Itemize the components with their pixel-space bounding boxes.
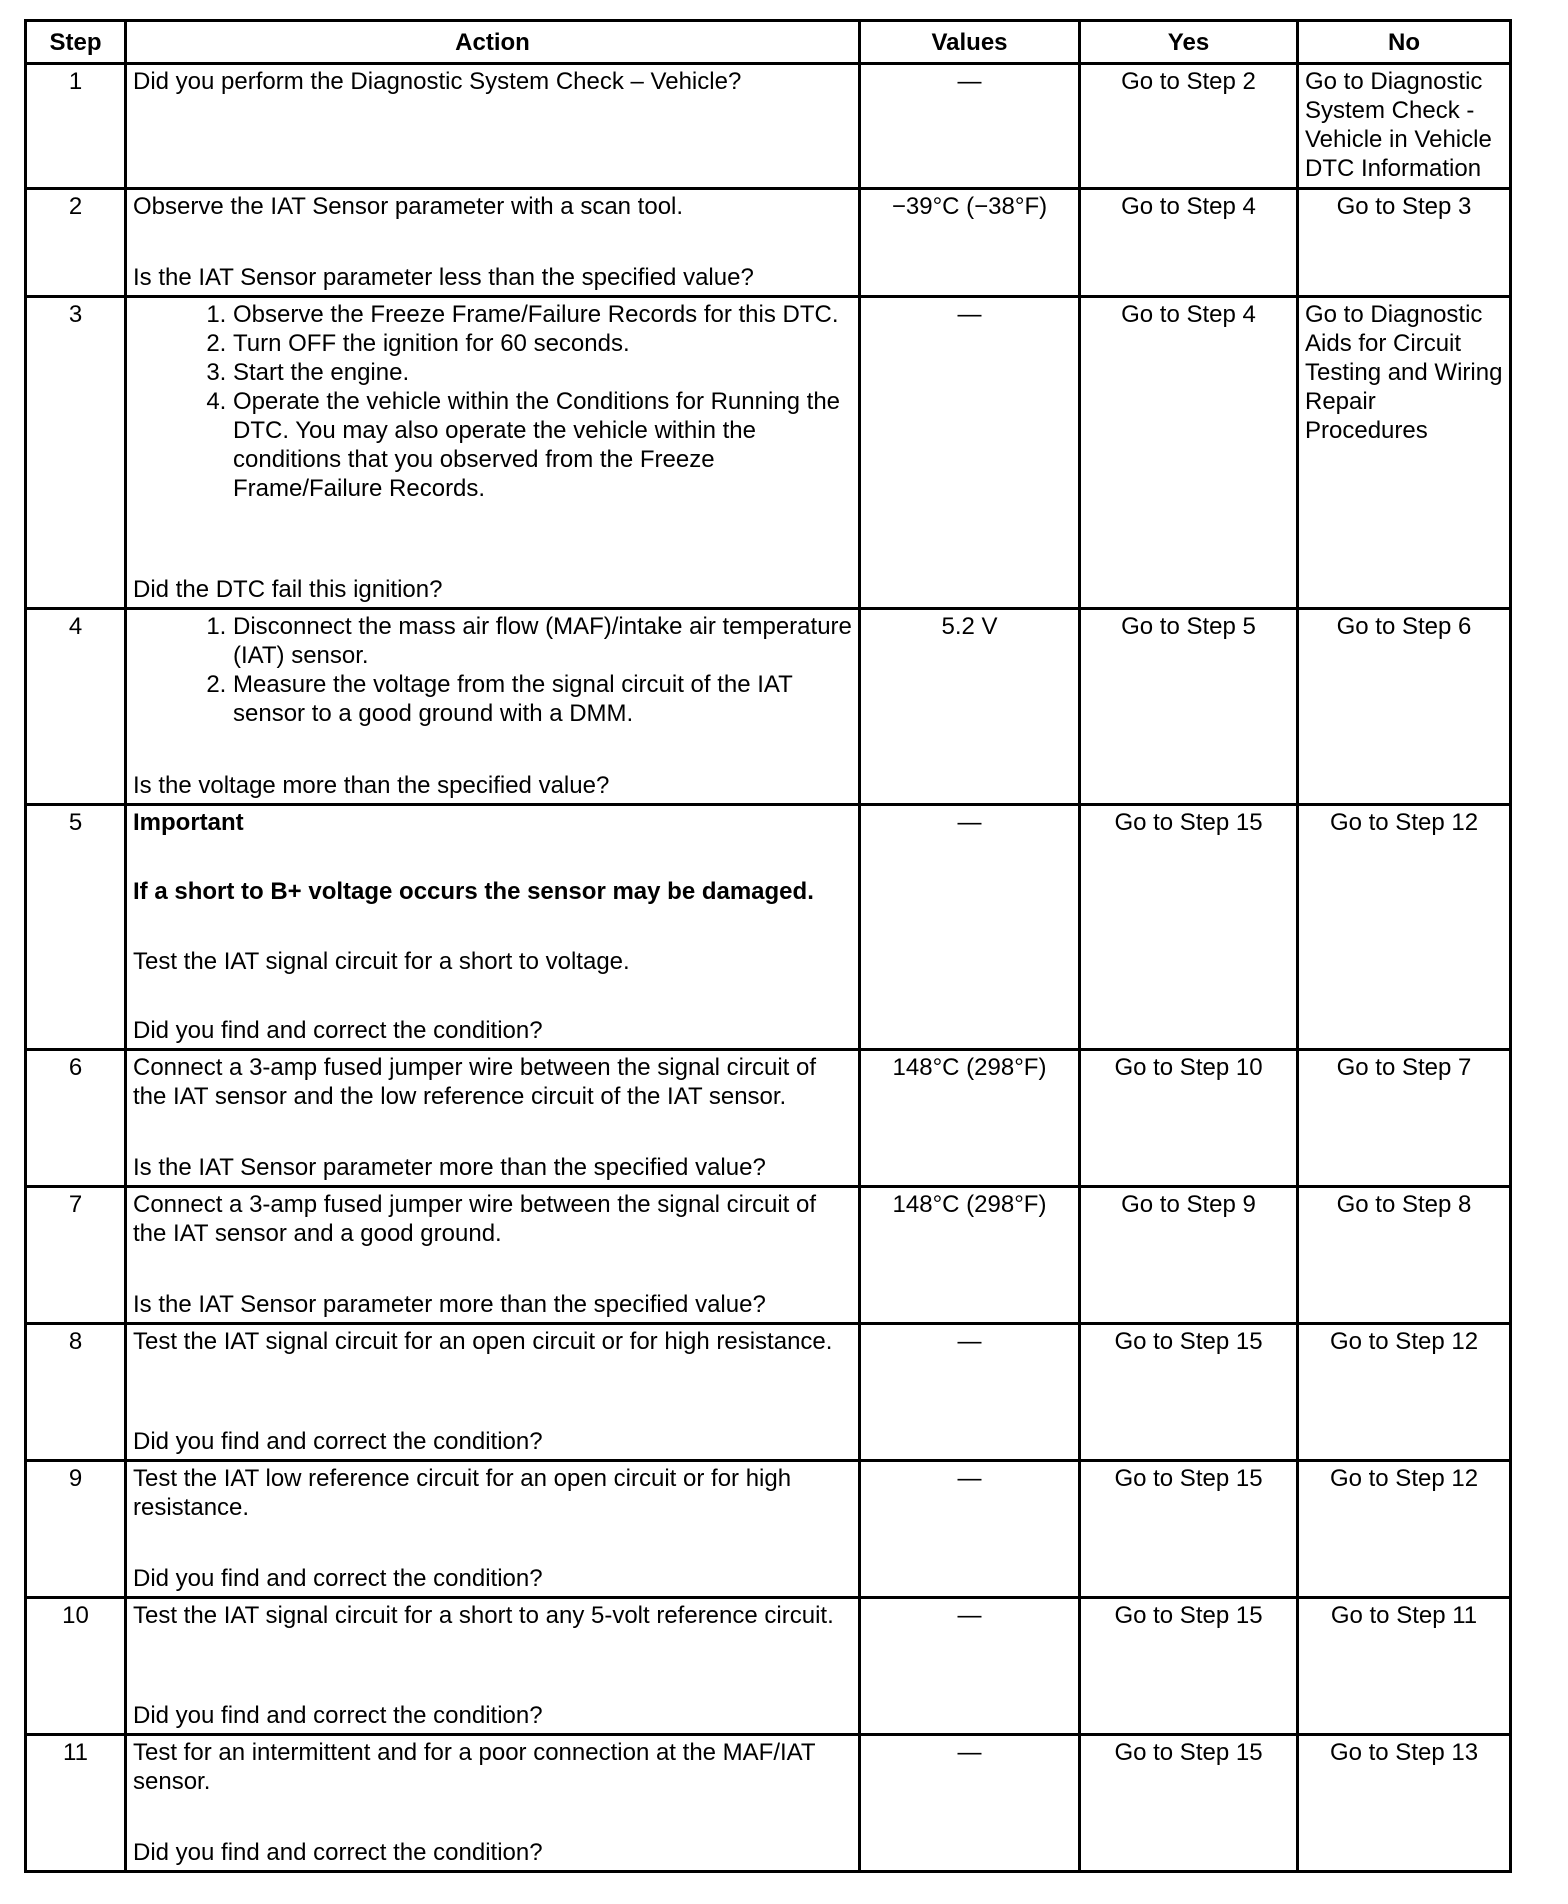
action-text: Observe the IAT Sensor parameter with a scan tool. — [133, 193, 684, 220]
step-number: 8 — [26, 1324, 126, 1461]
value-cell: — — [860, 1598, 1080, 1735]
table-row — [26, 1598, 1511, 1735]
yes-cell: Go to Step 2 — [1080, 64, 1298, 189]
no-cell: Go to Step 11 — [1298, 1598, 1511, 1735]
action-cell — [126, 1324, 860, 1461]
action-cell — [126, 1598, 860, 1735]
header-yes: Yes — [1080, 21, 1298, 64]
value-cell: 5.2 V — [860, 609, 1080, 805]
step-number: 7 — [26, 1187, 126, 1324]
action-question: Did you find and correct the condition? — [133, 1839, 543, 1866]
action-text: Connect a 3-amp fused jumper wire between the signal circuit of the IAT sensor and the low reference circuit of the IAT sensor. — [133, 1054, 817, 1110]
action-text: Test the IAT signal circuit for an open circuit or for high resistance. — [133, 1328, 833, 1355]
action-step-list — [133, 300, 852, 503]
action-cell — [126, 1461, 860, 1598]
no-cell: Go to Step 8 — [1298, 1187, 1511, 1324]
action-step-list — [133, 612, 852, 728]
yes-cell: Go to Step 15 — [1080, 805, 1298, 1050]
header-row — [26, 21, 1511, 64]
table-row — [26, 189, 1511, 297]
step-number: 2 — [26, 189, 126, 297]
action-question: Did you find and correct the condition? — [133, 1702, 543, 1729]
table-row — [26, 1461, 1511, 1598]
no-cell: Go to Diagnostic System Check - Vehicle in Vehicle DTC Information — [1298, 64, 1511, 189]
action-text: Test the IAT signal circuit for a short to voltage. — [133, 947, 630, 975]
step-number: 5 — [26, 805, 126, 1050]
no-cell: Go to Diagnostic Aids for Circuit Testing and Wiring Repair Procedures — [1298, 297, 1511, 609]
value-cell: — — [860, 297, 1080, 609]
action-cell — [126, 609, 860, 805]
action-question: Did you find and correct the condition? — [133, 1428, 543, 1455]
action-question: Is the IAT Sensor parameter less than the specified value? — [133, 264, 754, 291]
action-cell — [126, 1735, 860, 1872]
header-no: No — [1298, 21, 1511, 64]
value-cell: — — [860, 64, 1080, 189]
list-item: 3. Start the engine. — [233, 358, 852, 387]
yes-cell: Go to Step 4 — [1080, 297, 1298, 609]
action-cell — [126, 297, 860, 609]
no-cell: Go to Step 13 — [1298, 1735, 1511, 1872]
yes-cell: Go to Step 9 — [1080, 1187, 1298, 1324]
step-number: 6 — [26, 1050, 126, 1187]
action-question: Did you find and correct the condition? — [133, 1016, 543, 1044]
header-step: Step — [26, 21, 126, 64]
list-item: 1. Disconnect the mass air flow (MAF)/intake air temperature (IAT) sensor. — [233, 612, 852, 670]
yes-cell: Go to Step 4 — [1080, 189, 1298, 297]
value-cell: — — [860, 1324, 1080, 1461]
action-question: Is the voltage more than the specified value? — [133, 772, 610, 799]
step-number: 11 — [26, 1735, 126, 1872]
yes-cell: Go to Step 15 — [1080, 1735, 1298, 1872]
yes-cell: Go to Step 10 — [1080, 1050, 1298, 1187]
header-action: Action — [126, 21, 860, 64]
action-cell — [126, 805, 860, 1050]
value-cell: — — [860, 805, 1080, 1050]
action-cell — [126, 64, 860, 189]
header-values: Values — [860, 21, 1080, 64]
table-row — [26, 1050, 1511, 1187]
table-row — [26, 1187, 1511, 1324]
step-number: 1 — [26, 64, 126, 189]
yes-cell: Go to Step 5 — [1080, 609, 1298, 805]
action-text: Test the IAT low reference circuit for an open circuit or for high resistance. — [133, 1465, 792, 1521]
yes-cell: Go to Step 15 — [1080, 1598, 1298, 1735]
diagnostic-table — [24, 19, 1512, 1873]
table-row — [26, 1735, 1511, 1872]
value-cell: 148°C (298°F) — [860, 1050, 1080, 1187]
no-cell: Go to Step 12 — [1298, 1324, 1511, 1461]
no-cell: Go to Step 12 — [1298, 1461, 1511, 1598]
list-item: 2. Measure the voltage from the signal circuit of the IAT sensor to a good ground with a DMM. — [233, 670, 852, 728]
yes-cell: Go to Step 15 — [1080, 1461, 1298, 1598]
action-question: Is the IAT Sensor parameter more than the specified value? — [133, 1154, 766, 1181]
list-item: 2. Turn OFF the ignition for 60 seconds. — [233, 329, 852, 358]
table-row — [26, 609, 1511, 805]
action-cell — [126, 189, 860, 297]
action-text: Test the IAT signal circuit for a short to any 5-volt reference circuit. — [133, 1602, 834, 1629]
table-row — [26, 64, 1511, 189]
step-number: 10 — [26, 1598, 126, 1735]
step-number: 9 — [26, 1461, 126, 1598]
list-item: 4. Operate the vehicle within the Conditions for Running the DTC. You may also operate the vehicle within the conditions that you observed from the Freeze Frame/Failure Records. — [233, 387, 852, 503]
action-cell — [126, 1187, 860, 1324]
list-item: 1. Observe the Freeze Frame/Failure Records for this DTC. — [233, 300, 852, 329]
no-cell: Go to Step 3 — [1298, 189, 1511, 297]
step-number: 3 — [26, 297, 126, 609]
value-cell: 148°C (298°F) — [860, 1187, 1080, 1324]
table-row — [26, 805, 1511, 1050]
important-text: If a short to B+ voltage occurs the sensor may be damaged. — [133, 878, 814, 906]
table-row — [26, 297, 1511, 609]
action-question: Is the IAT Sensor parameter more than the specified value? — [133, 1291, 766, 1318]
value-cell: — — [860, 1735, 1080, 1872]
action-text: Did you perform the Diagnostic System Check – Vehicle? — [133, 68, 742, 95]
action-question: Did the DTC fail this ignition? — [133, 576, 443, 603]
yes-cell: Go to Step 15 — [1080, 1324, 1298, 1461]
no-cell: Go to Step 7 — [1298, 1050, 1511, 1187]
no-cell: Go to Step 12 — [1298, 805, 1511, 1050]
action-question: Did you find and correct the condition? — [133, 1565, 543, 1592]
important-title: Important — [133, 809, 244, 836]
value-cell: −39°C (−38°F) — [860, 189, 1080, 297]
value-cell: — — [860, 1461, 1080, 1598]
action-text: Connect a 3-amp fused jumper wire between the signal circuit of the IAT sensor and a good ground. — [133, 1191, 817, 1247]
action-cell — [126, 1050, 860, 1187]
no-cell: Go to Step 6 — [1298, 609, 1511, 805]
table-row — [26, 1324, 1511, 1461]
action-text: Test for an intermittent and for a poor connection at the MAF/IAT sensor. — [133, 1739, 816, 1795]
step-number: 4 — [26, 609, 126, 805]
